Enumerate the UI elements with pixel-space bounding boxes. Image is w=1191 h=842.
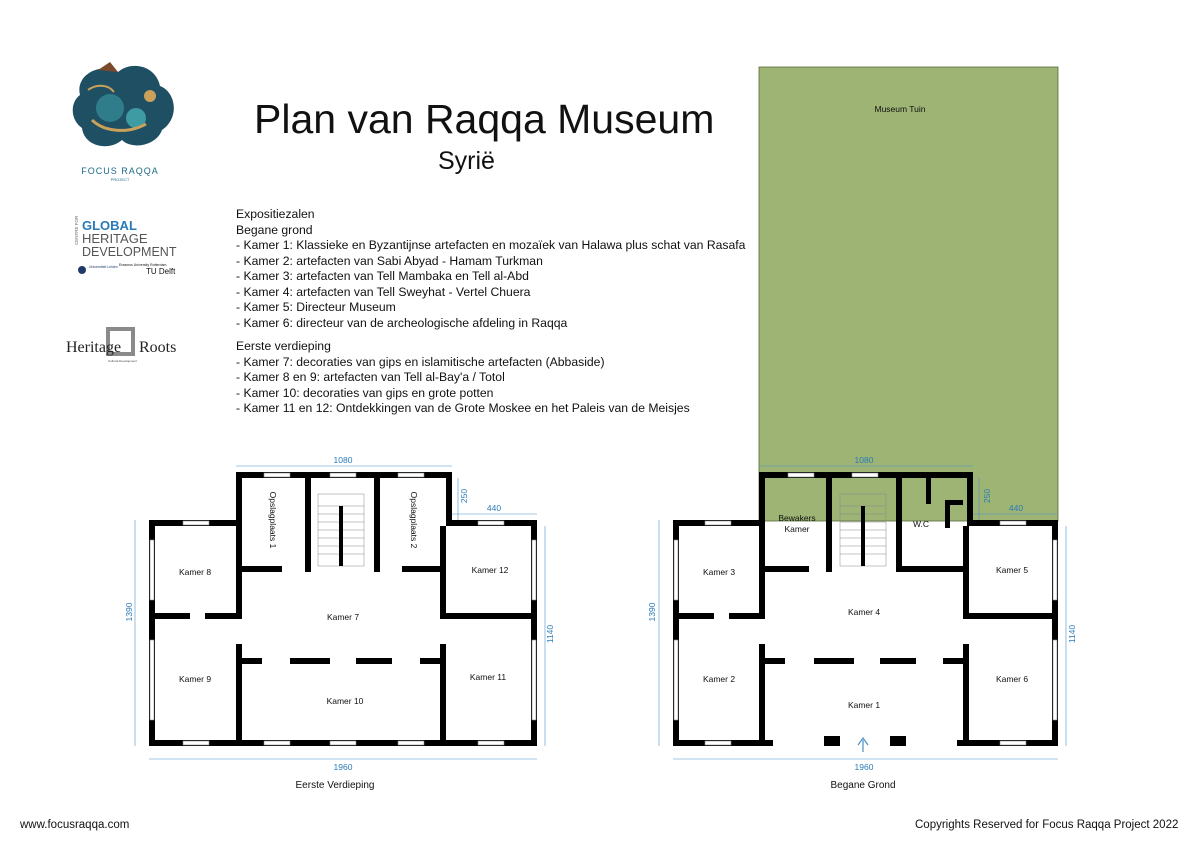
room-label-kamer-9: Kamer 9 <box>178 674 212 684</box>
room-label-wc: W.C <box>912 519 930 529</box>
dimension-step-width: 440 <box>486 503 502 513</box>
room-label-opslagplaats-2: Opslagplaats 2 <box>409 491 419 549</box>
list-item: - Kamer 2: artefacten van Sabi Abyad - Hamam Turkman <box>236 253 543 268</box>
focus-raqqa-logo <box>73 62 174 182</box>
dimension-bottom: 1960 <box>854 762 874 772</box>
ghd-logo-line: HERITAGE <box>82 231 148 246</box>
ghd-logo-prefix: CENTRE FOR <box>74 215 79 245</box>
room-label-kamer-6: Kamer 6 <box>995 674 1029 684</box>
room-label-kamer-7: Kamer 7 <box>326 612 360 622</box>
room-label-kamer-12: Kamer 12 <box>471 565 509 575</box>
room-label-bewakers-kamer: Kamer <box>784 524 810 534</box>
heritage-roots-logo <box>66 327 176 363</box>
dimension-right: 1140 <box>1067 624 1077 644</box>
dimension-step-height: 250 <box>459 488 469 504</box>
list-item: - Kamer 5: Directeur Museum <box>236 300 396 314</box>
dimension-step-height: 250 <box>982 488 992 504</box>
dimension-left: 1390 <box>647 602 657 622</box>
website-link[interactable]: www.focusraqqa.com <box>20 819 130 831</box>
list-item: - Kamer 4: artefacten van Tell Sweyhat - Vertel Chuera <box>236 284 531 299</box>
list-item: - Kamer 8 en 9: artefacten van Tell al-Bay'a / Totol <box>236 370 505 384</box>
first-floor-heading: Eerste verdieping <box>236 339 331 353</box>
room-label-kamer-2: Kamer 2 <box>702 674 736 684</box>
room-label-kamer-10: Kamer 10 <box>326 696 364 706</box>
ghd-logo-line: GLOBAL <box>82 218 137 233</box>
first-floor-caption: Eerste Verdieping <box>295 780 375 791</box>
dimension-right: 1140 <box>545 624 555 644</box>
page-subtitle: Syrië <box>438 147 495 175</box>
list-item: - Kamer 11 en 12: Ontdekkingen van de Grote Moskee en het Paleis van de Meisjes <box>236 401 690 415</box>
ground-floor-heading: Begane grond <box>236 222 313 237</box>
focus-raqqa-logo-sub: PROJECT <box>110 177 130 182</box>
dimension-left: 1390 <box>124 602 134 622</box>
ghd-partner-leiden: Universiteit Leiden <box>89 265 118 269</box>
ghd-partner-tudelft: TU Delft <box>146 267 176 276</box>
dimension-step-width: 440 <box>1008 503 1024 513</box>
list-item: - Kamer 3: artefacten van Tell Mambaka en Tell al-Abd <box>236 269 529 283</box>
focus-raqqa-logo-text: FOCUS RAQQA <box>81 166 159 176</box>
list-item: - Kamer 1: Klassieke en Byzantijnse artefacten en mozaïek van Halawa plus schat van Rasafa <box>236 238 746 252</box>
page-title: Plan van Raqqa Museum <box>254 96 715 142</box>
ghd-logo <box>74 215 177 276</box>
room-label-opslagplaats-1: Opslagplaats 1 <box>268 491 278 549</box>
heritage-roots-name-b: Roots <box>139 339 177 356</box>
ground-floor-caption: Begane Grond <box>830 780 896 791</box>
dimension-bottom: 1960 <box>333 762 353 772</box>
ghd-logo-line: DEVELOPMENT <box>82 245 177 259</box>
copyright-text: Copyrights Reserved for Focus Raqqa Project 2022 <box>915 819 1179 831</box>
museum-garden <box>759 67 1058 521</box>
ghd-partner-erasmus: Erasmus University Rotterdam <box>119 263 167 267</box>
room-label-kamer-8: Kamer 8 <box>178 567 212 577</box>
room-label-bewakers: Bewakers <box>778 513 816 523</box>
room-label-kamer-11: Kamer 11 <box>469 672 507 682</box>
heritage-roots-tag: Cultural Development <box>108 359 137 363</box>
heritage-roots-name: Heritage <box>66 339 122 356</box>
dimension-top: 1080 <box>333 455 353 465</box>
list-item: - Kamer 6: directeur van de archeologische afdeling in Raqqa <box>236 315 568 330</box>
room-label-kamer-5: Kamer 5 <box>995 565 1029 575</box>
room-label-kamer-1: Kamer 1 <box>847 700 881 710</box>
garden-label: Museum Tuin <box>874 104 926 114</box>
room-label-kamer-3: Kamer 3 <box>702 567 736 577</box>
room-label-kamer-4: Kamer 4 <box>847 607 881 617</box>
dimension-top: 1080 <box>854 455 874 465</box>
list-item: - Kamer 10: decoraties van gips en grote potten <box>236 385 494 400</box>
description-heading: Expositiezalen <box>236 207 315 221</box>
list-item: - Kamer 7: decoraties van gips en islamitische artefacten (Abbaside) <box>236 354 605 369</box>
